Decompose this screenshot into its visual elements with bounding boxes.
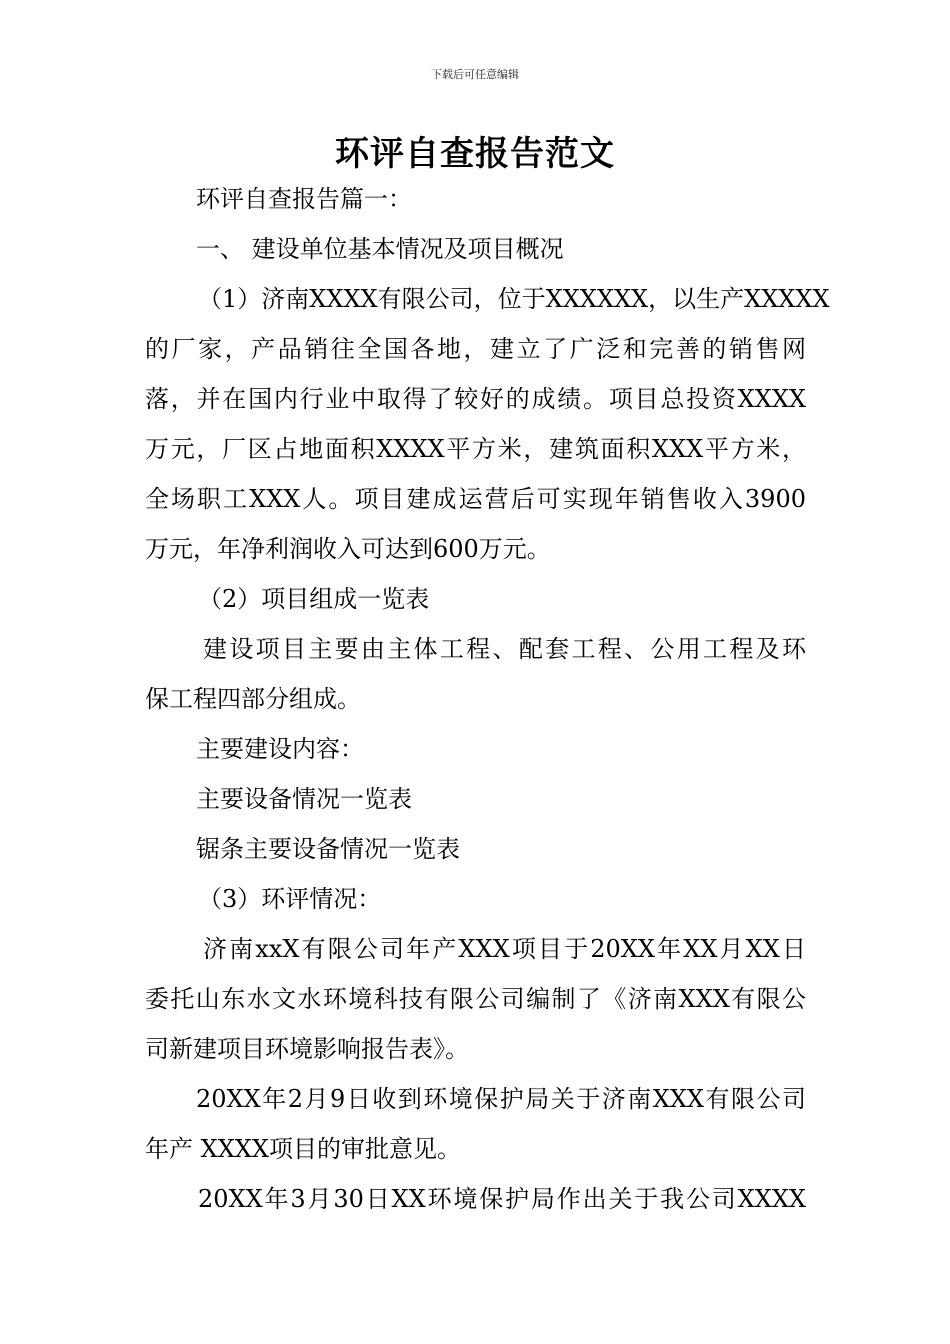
document-title: 环评自查报告范文 (335, 134, 615, 174)
paragraph-line: 年产 XXXX项目的审批意见。 (145, 1135, 461, 1163)
paragraph-line: 万元，厂区占地面积XXXX平方米，建筑面积XXX平方米， (145, 435, 806, 463)
paragraph-line: 全场职工XXX人。项目建成运营后可实现年销售收入3900 (145, 485, 806, 513)
paragraph-line: 委托山东水文水环境科技有限公司编制了《济南XXX有限公 (145, 985, 806, 1013)
section-heading: 环评自查报告篇一： (196, 185, 412, 213)
paragraph-line: 建设项目主要由主体工程、配套工程、公用工程及环 (203, 635, 806, 663)
paragraph-line: 主要建设内容： (196, 735, 364, 763)
paragraph-line: 万元，年净利润收入可达到600万元。 (145, 535, 551, 563)
subsection-heading: （2）项目组成一览表 (198, 585, 430, 613)
paragraph-line: 落，并在国内行业中取得了较好的成绩。项目总投资XXXX (145, 385, 806, 413)
paragraph-line: （1）济南XXXX有限公司，位于XXXXXX，以生产XXXXX (198, 285, 830, 313)
paragraph-line: 司新建项目环境影响报告表》。 (145, 1035, 469, 1063)
paragraph-line: 20XX年2月9日收到环境保护局关于济南XXX有限公司 (196, 1085, 806, 1113)
page-header: 下载后可任意编辑 (431, 68, 519, 81)
paragraph-line: 20XX年3月30日XX环境保护局作出关于我公司XXXX (198, 1185, 806, 1213)
paragraph-line: 锯条主要设备情况一览表 (196, 835, 460, 863)
subsection-heading: （3）环评情况： (198, 885, 382, 913)
paragraph-line: 保工程四部分组成。 (145, 685, 361, 713)
paragraph-line: 的厂家，产品销往全国各地，建立了广泛和完善的销售网 (145, 335, 806, 363)
paragraph-line: 主要设备情况一览表 (196, 785, 412, 813)
subsection-heading: 一、 建设单位基本情况及项目概况 (196, 235, 564, 263)
paragraph-line: 济南xxX有限公司年产XXX项目于20XX年XX月XX日 (203, 935, 806, 963)
